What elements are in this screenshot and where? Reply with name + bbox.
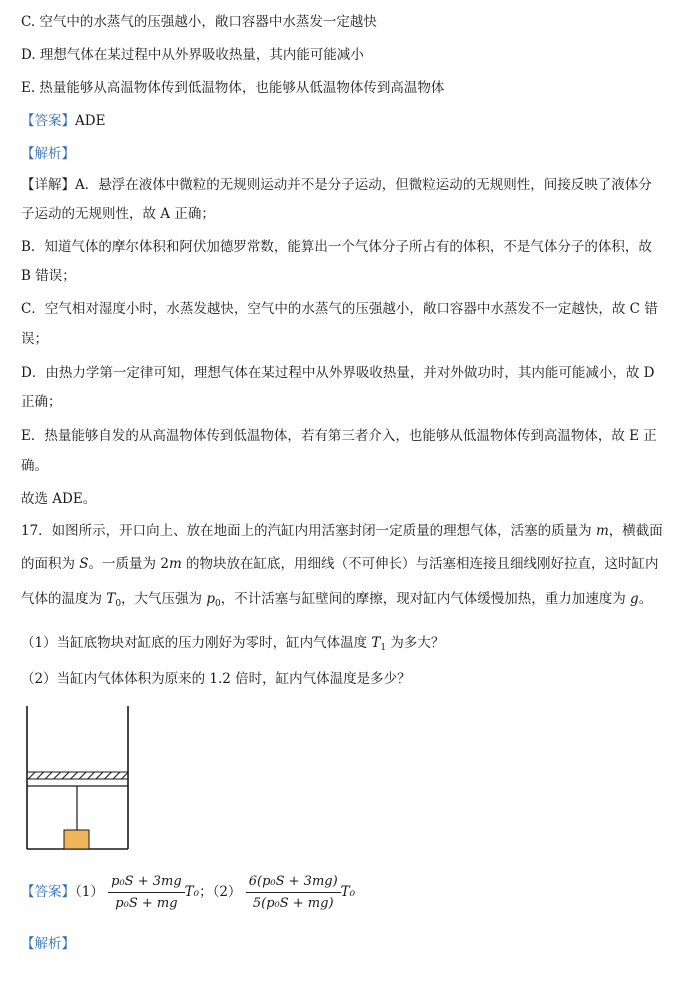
- p0-symbol: $p_0$: [206, 591, 221, 609]
- formula-2-denominator: 5(p₀S + mg): [252, 896, 334, 911]
- formula-1-numerator: p₀S + 3mg: [108, 872, 185, 893]
- question-17-line3: [21, 590, 652, 613]
- mass-symbol: m: [595, 523, 609, 539]
- formula-1-t0: T₀: [184, 884, 200, 900]
- detail-label: 【详解】: [21, 177, 75, 193]
- subquestion-2: （2）当缸内气体体积为原来的 1.2 倍时，缸内气体温度是多少？: [21, 671, 411, 687]
- t1-symbol: $T_1$: [371, 635, 387, 653]
- analysis-label-2: 【解析】: [21, 936, 75, 952]
- answer-label: 【答案】: [21, 113, 75, 129]
- detail-b-line1: B．知道气体的摩尔体积和阿伏加德罗常数，能算出一个气体分子所占有的体积，不是气体分子的体积，故: [21, 239, 652, 255]
- detail-a-line2: 子运动的无规则性，故 A 正确；: [21, 206, 215, 222]
- sub1-text: （1）当缸底物块对缸底的压力刚好为零时，缸内气体温度: [21, 635, 372, 651]
- detail-a-text: A．悬浮在液体中微粒的无规则运动并不是分子运动，但微粒运动的无规则性，间接反映了液体分: [75, 177, 652, 193]
- formula-2: [246, 872, 341, 913]
- option-c: C. 空气中的水蒸气的压强越小，敞口容器中水蒸发一定越快: [21, 14, 377, 30]
- subquestion-1: [21, 634, 444, 657]
- answer-separator: ；（2）: [199, 884, 242, 900]
- q17-text: 。: [638, 591, 653, 607]
- answer-label: 【答案】: [21, 884, 75, 900]
- formula-2-t0: T₀: [340, 884, 356, 900]
- choose-line: 故选 ADE。: [21, 491, 97, 507]
- q17-text: 气体的温度为: [21, 591, 107, 607]
- answer-line-1: [21, 112, 105, 130]
- q17-text: ，大气压强为: [121, 591, 207, 607]
- detail-e-line1: E．热量能够自发的从高温物体传到低温物体，若有第三者介入，也能够从低温物体传到高温物体，故 E 正: [21, 428, 657, 444]
- block: [64, 830, 89, 849]
- detail-d-line2: 正确；: [21, 394, 62, 410]
- sub1-text: 为多大？: [386, 635, 445, 651]
- q17-text: ，不计活塞与缸壁间的摩擦，现对缸内气体缓慢加热，重力加速度为: [220, 591, 631, 607]
- q17-text: 17．如图所示，开口向上、放在地面上的汽缸内用活塞封闭一定质量的理想气体，活塞的质量为: [21, 523, 596, 539]
- gravity-symbol: g: [630, 591, 639, 607]
- detail-b-line2: B 错误；: [21, 268, 76, 284]
- answer-part-1-label: （1）: [75, 884, 104, 900]
- mass-symbol: m: [168, 556, 182, 572]
- detail-c-line1: C．空气相对湿度小时，水蒸发越快，空气中的水蒸气的压强越小，敞口容器中水蒸发不一定越快，故 C 错: [21, 301, 658, 317]
- option-d: D. 理想气体在某过程中从外界吸收热量，其内能可能减小: [21, 47, 364, 63]
- option-e: E. 热量能够从高温物体传到低温物体，也能够从低温物体传到高温物体: [21, 80, 445, 96]
- t0-symbol: $T_0$: [106, 591, 122, 609]
- q17-text: 。一质量为 2: [88, 556, 169, 572]
- detail-e-line2: 确。: [21, 458, 48, 474]
- area-symbol: S: [79, 556, 89, 572]
- formula-2-numerator: 6(p₀S + 3mg): [246, 872, 341, 893]
- detail-a-line1: [21, 176, 652, 194]
- detail-c-line2: 误；: [21, 331, 48, 347]
- piston: [27, 772, 128, 779]
- cylinder-diagram: [24, 706, 134, 852]
- detail-d-line1: D．由热力学第一定律可知，理想气体在某过程中从外界吸收热量，并对外做功时，其内能可能减小，故 D: [21, 365, 655, 381]
- q17-text: 的物块放在缸底，用细线（不可伸长）与活塞相连接且细线刚好拉直，这时缸内: [181, 556, 659, 572]
- analysis-label-1: 【解析】: [21, 146, 75, 162]
- answer-value: ADE: [75, 113, 106, 129]
- formula-1-denominator: p₀S + mg: [115, 896, 178, 911]
- q17-text: 的面积为: [21, 556, 80, 572]
- q17-text: ，横截面: [608, 523, 663, 539]
- question-17-line1: [21, 522, 663, 540]
- formula-1: [108, 872, 185, 913]
- answer-line-2: [21, 872, 355, 913]
- question-17-line2: [21, 555, 659, 573]
